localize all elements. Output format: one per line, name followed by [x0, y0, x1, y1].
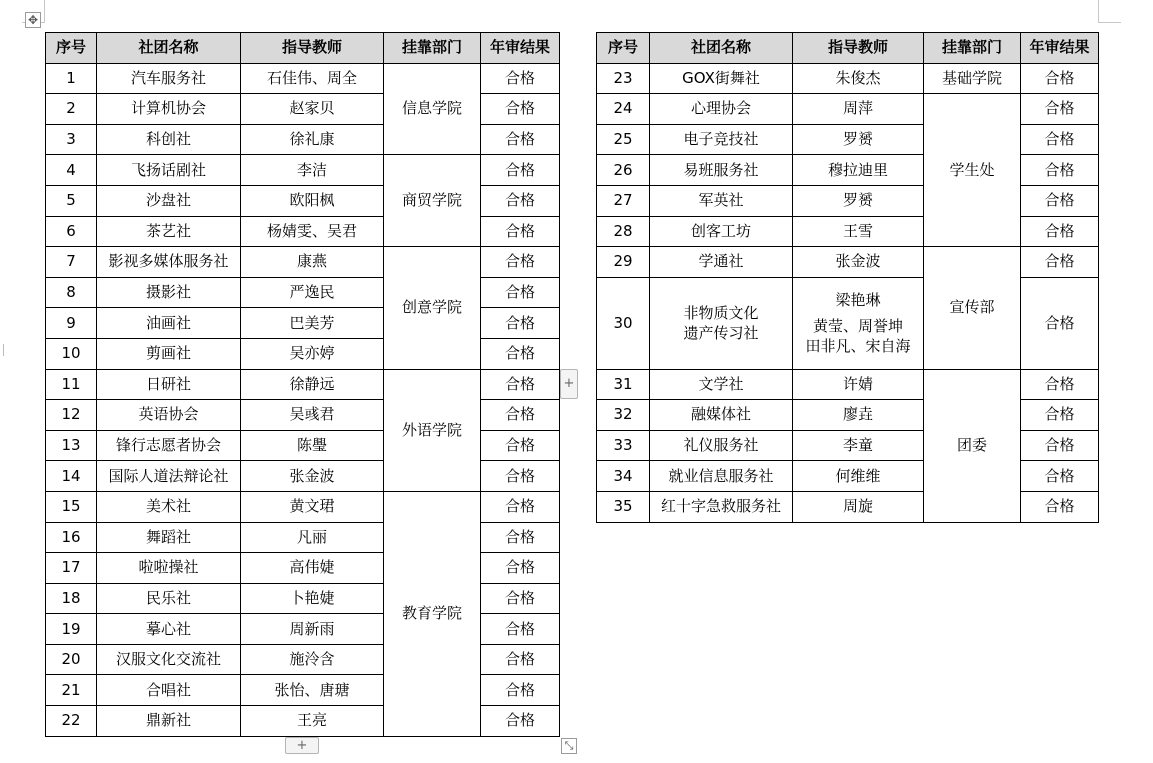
teacher-name: 罗赟	[793, 185, 924, 216]
table-row	[597, 277, 1099, 369]
club-name: 就业信息服务社	[650, 461, 793, 492]
row-number: 2	[46, 94, 97, 125]
club-name: 鼎新社	[97, 706, 241, 737]
row-number: 29	[597, 247, 650, 278]
teacher-name: 张金波	[241, 461, 384, 492]
club-name: 民乐社	[97, 583, 241, 614]
row-number: 22	[46, 706, 97, 737]
review-result: 合格	[481, 124, 560, 155]
teacher-name: 李童	[793, 430, 924, 461]
club-name: 科创社	[97, 124, 241, 155]
teacher-name: 黄文珺	[241, 491, 384, 522]
row-number: 3	[46, 124, 97, 155]
row-number: 32	[597, 400, 650, 431]
teacher-name-line: 黄莹、周誉坤	[812, 317, 903, 336]
teacher-name: 李洁	[241, 155, 384, 186]
club-name: 英语协会	[97, 400, 241, 431]
table-row	[46, 277, 560, 308]
review-result: 合格	[481, 400, 560, 431]
club-name: 国际人道法辩论社	[97, 461, 241, 492]
table-row	[46, 644, 560, 675]
club-name: 飞扬话剧社	[97, 155, 241, 186]
review-result: 合格	[1021, 369, 1099, 400]
header-number: 序号	[46, 33, 97, 64]
review-result: 合格	[481, 338, 560, 369]
row-number: 26	[597, 155, 650, 186]
row-number: 1	[46, 63, 97, 94]
department-cell: 外语学院	[384, 369, 481, 491]
review-result: 合格	[481, 308, 560, 339]
header-club-name: 社团名称	[650, 33, 793, 64]
row-number: 31	[597, 369, 650, 400]
review-result: 合格	[481, 553, 560, 584]
review-result: 合格	[1021, 155, 1099, 186]
plus-icon: +	[563, 376, 575, 391]
club-name: 汉服文化交流社	[97, 644, 241, 675]
row-number: 5	[46, 185, 97, 216]
row-number: 25	[597, 124, 650, 155]
table-row	[597, 461, 1099, 492]
department-cell: 商贸学院	[384, 155, 481, 247]
row-number: 30	[597, 277, 650, 369]
teacher-name: 吴彧君	[241, 400, 384, 431]
table-row	[46, 155, 560, 186]
table-row	[46, 430, 560, 461]
review-result: 合格	[481, 644, 560, 675]
row-number: 6	[46, 216, 97, 247]
teacher-name: 凡丽	[241, 522, 384, 553]
club-name: 舞蹈社	[97, 522, 241, 553]
club-name: 茶艺社	[97, 216, 241, 247]
club-name: 汽车服务社	[97, 63, 241, 94]
header-result: 年审结果	[481, 33, 560, 64]
table-row	[597, 216, 1099, 247]
row-number: 33	[597, 430, 650, 461]
table-row	[46, 491, 560, 522]
club-name: GOX街舞社	[650, 63, 793, 94]
teacher-name: 张金波	[793, 247, 924, 278]
review-result: 合格	[481, 491, 560, 522]
club-name: 军英社	[650, 185, 793, 216]
table-row	[597, 155, 1099, 186]
teacher-name: 周新雨	[241, 614, 384, 645]
row-number: 21	[46, 675, 97, 706]
table-row	[46, 216, 560, 247]
ruler-tick	[0, 344, 4, 356]
club-table-left	[45, 32, 560, 737]
move-icon[interactable]: ✥	[25, 12, 41, 28]
add-row-button[interactable]	[285, 737, 319, 754]
department-cell: 创意学院	[384, 247, 481, 369]
club-name-line: 遗产传习社	[683, 324, 759, 343]
teacher-name: 巴美芳	[241, 308, 384, 339]
table-row	[597, 430, 1099, 461]
table-row	[597, 491, 1099, 522]
resize-diagonal-icon[interactable]: ⤡	[561, 738, 577, 754]
table-row	[46, 522, 560, 553]
row-number: 14	[46, 461, 97, 492]
teacher-name: 许婧	[793, 369, 924, 400]
row-number: 17	[46, 553, 97, 584]
teacher-name: 罗赟	[793, 124, 924, 155]
club-table-right	[596, 32, 1099, 523]
review-result: 合格	[481, 63, 560, 94]
teacher-name: 杨婧雯、吴君	[241, 216, 384, 247]
teacher-name: 石佳伟、周全	[241, 63, 384, 94]
club-name: 日研社	[97, 369, 241, 400]
row-number: 9	[46, 308, 97, 339]
table-row	[597, 400, 1099, 431]
review-result: 合格	[481, 430, 560, 461]
add-column-button[interactable]	[560, 369, 578, 399]
header-number: 序号	[597, 33, 650, 64]
review-result: 合格	[1021, 185, 1099, 216]
page-corner-mark-right	[1098, 0, 1121, 23]
table-row	[46, 94, 560, 125]
row-number: 24	[597, 94, 650, 125]
club-name: 红十字急救服务社	[650, 491, 793, 522]
teacher-name: 何维维	[793, 461, 924, 492]
review-result: 合格	[481, 216, 560, 247]
teacher-name: 徐静远	[241, 369, 384, 400]
teacher-name: 康燕	[241, 247, 384, 278]
row-number: 34	[597, 461, 650, 492]
teacher-name: 严逸民	[241, 277, 384, 308]
row-number: 35	[597, 491, 650, 522]
club-name-line: 非物质文化	[683, 304, 759, 323]
teacher-name: 高伟婕	[241, 553, 384, 584]
table-row	[46, 400, 560, 431]
teacher-name: 陈璺	[241, 430, 384, 461]
club-name: 文学社	[650, 369, 793, 400]
department-cell: 基础学院	[924, 63, 1021, 94]
teacher-name-line: 梁艳琳	[835, 291, 881, 310]
row-number: 11	[46, 369, 97, 400]
department-cell: 团委	[924, 369, 1021, 522]
row-number: 20	[46, 644, 97, 675]
teacher-name: 王亮	[241, 706, 384, 737]
club-name: 心理协会	[650, 94, 793, 125]
club-name: 礼仪服务社	[650, 430, 793, 461]
table-row	[46, 63, 560, 94]
row-number: 13	[46, 430, 97, 461]
row-number: 12	[46, 400, 97, 431]
teacher-name: 欧阳枫	[241, 185, 384, 216]
teacher-name: 赵家贝	[241, 94, 384, 125]
review-result: 合格	[481, 277, 560, 308]
club-name: 美术社	[97, 491, 241, 522]
review-result: 合格	[481, 583, 560, 614]
header-result: 年审结果	[1021, 33, 1099, 64]
row-number: 7	[46, 247, 97, 278]
table-row	[597, 185, 1099, 216]
header-teacher: 指导教师	[793, 33, 924, 64]
table-row	[46, 461, 560, 492]
teacher-name: 张怡、唐瑭	[241, 675, 384, 706]
club-name: 融媒体社	[650, 400, 793, 431]
plus-icon: +	[296, 738, 308, 753]
review-result: 合格	[481, 675, 560, 706]
club-name: 计算机协会	[97, 94, 241, 125]
table-row	[46, 369, 560, 400]
table-row	[46, 185, 560, 216]
header-teacher: 指导教师	[241, 33, 384, 64]
table-header-row	[46, 33, 560, 64]
review-result: 合格	[1021, 216, 1099, 247]
table-row	[46, 247, 560, 278]
review-result: 合格	[481, 155, 560, 186]
department-cell: 教育学院	[384, 491, 481, 736]
header-department: 挂靠部门	[924, 33, 1021, 64]
club-name: 摄影社	[97, 277, 241, 308]
teacher-name: 徐礼康	[241, 124, 384, 155]
table-row	[46, 338, 560, 369]
review-result: 合格	[1021, 63, 1099, 94]
review-result: 合格	[1021, 400, 1099, 431]
table-row	[597, 369, 1099, 400]
review-result: 合格	[481, 461, 560, 492]
review-result: 合格	[1021, 491, 1099, 522]
teacher-name: 朱俊杰	[793, 63, 924, 94]
table-row	[46, 308, 560, 339]
club-name	[650, 277, 793, 369]
row-number: 28	[597, 216, 650, 247]
review-result: 合格	[481, 185, 560, 216]
club-name: 油画社	[97, 308, 241, 339]
table-row	[46, 553, 560, 584]
table-row	[46, 124, 560, 155]
table-row	[597, 63, 1099, 94]
club-name: 创客工坊	[650, 216, 793, 247]
teacher-name: 廖垚	[793, 400, 924, 431]
review-result: 合格	[1021, 247, 1099, 278]
row-number: 16	[46, 522, 97, 553]
teacher-name: 穆拉迪里	[793, 155, 924, 186]
club-name: 沙盘社	[97, 185, 241, 216]
club-name: 锋行志愿者协会	[97, 430, 241, 461]
review-result: 合格	[481, 614, 560, 645]
row-number: 23	[597, 63, 650, 94]
review-result: 合格	[1021, 124, 1099, 155]
row-number: 15	[46, 491, 97, 522]
table-header-row	[597, 33, 1099, 64]
row-number: 27	[597, 185, 650, 216]
row-number: 4	[46, 155, 97, 186]
table-row	[597, 94, 1099, 125]
header-department: 挂靠部门	[384, 33, 481, 64]
table-row	[46, 706, 560, 737]
review-result: 合格	[1021, 430, 1099, 461]
review-result: 合格	[1021, 461, 1099, 492]
review-result: 合格	[1021, 277, 1099, 369]
teacher-name: 周旋	[793, 491, 924, 522]
teacher-name-line: 田非凡、宋自海	[805, 337, 911, 356]
department-cell: 学生处	[924, 94, 1021, 247]
review-result: 合格	[481, 94, 560, 125]
club-name: 啦啦操社	[97, 553, 241, 584]
review-result: 合格	[1021, 94, 1099, 125]
teacher-name: 周萍	[793, 94, 924, 125]
table-row	[597, 124, 1099, 155]
row-number: 19	[46, 614, 97, 645]
club-name: 摹心社	[97, 614, 241, 645]
club-name: 易班服务社	[650, 155, 793, 186]
club-name: 电子竞技社	[650, 124, 793, 155]
teacher-name: 施泠含	[241, 644, 384, 675]
row-number: 10	[46, 338, 97, 369]
review-result: 合格	[481, 369, 560, 400]
club-name: 合唱社	[97, 675, 241, 706]
club-name: 剪画社	[97, 338, 241, 369]
table-row	[46, 614, 560, 645]
row-number: 8	[46, 277, 97, 308]
teacher-name	[793, 277, 924, 369]
table-row	[597, 247, 1099, 278]
teacher-name: 卜艳婕	[241, 583, 384, 614]
club-name: 学通社	[650, 247, 793, 278]
teacher-name: 王雪	[793, 216, 924, 247]
row-number: 18	[46, 583, 97, 614]
header-club-name: 社团名称	[97, 33, 241, 64]
club-name: 影视多媒体服务社	[97, 247, 241, 278]
teacher-name: 吴亦婷	[241, 338, 384, 369]
review-result: 合格	[481, 247, 560, 278]
department-cell: 信息学院	[384, 63, 481, 155]
table-row	[46, 675, 560, 706]
review-result: 合格	[481, 522, 560, 553]
table-row	[46, 583, 560, 614]
department-cell: 宣传部	[924, 247, 1021, 369]
review-result: 合格	[481, 706, 560, 737]
